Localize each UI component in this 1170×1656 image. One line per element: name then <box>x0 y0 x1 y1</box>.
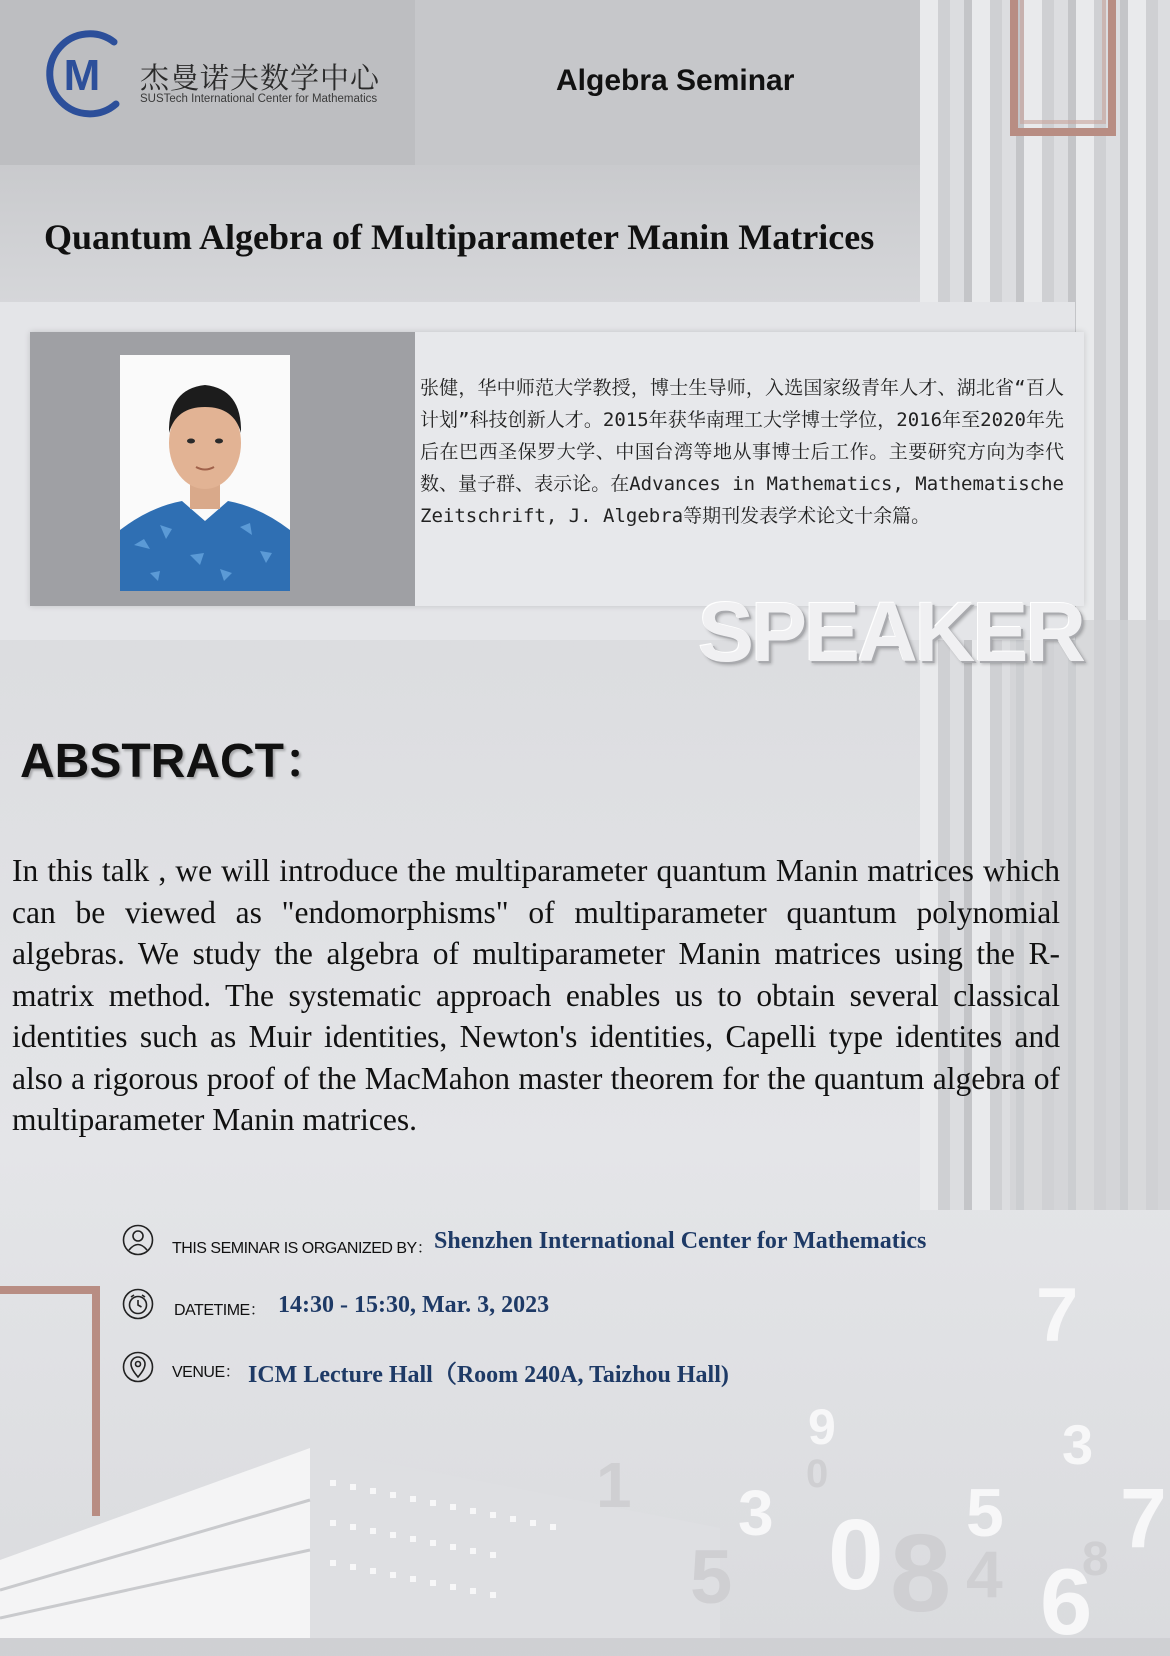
location-pin-icon <box>122 1351 154 1383</box>
decor-number: 0 <box>806 1452 829 1496</box>
talk-title: Quantum Algebra of Multiparameter Manin Matrices <box>44 217 875 257</box>
speaker-portrait-image <box>120 355 290 591</box>
datetime-value: 14:30 - 15:30, Mar. 3, 2023 <box>278 1292 550 1318</box>
speaker-photo <box>120 355 290 591</box>
logo-letter: M <box>63 51 101 100</box>
decor-number: 5 <box>690 1535 733 1620</box>
copper-frame-top-inner <box>1020 0 1106 124</box>
decor-number: 7 <box>1120 1471 1167 1565</box>
decor-number: 1 <box>596 1449 632 1521</box>
organizer-value: Shenzhen International Center for Mathematics <box>434 1228 927 1254</box>
decor-number: 6 <box>1040 1549 1093 1654</box>
center-name-en: SUSTech International Center for Mathematics <box>140 93 378 105</box>
decor-number: 8 <box>1082 1533 1109 1586</box>
decor-number: 4 <box>966 1537 1003 1611</box>
venue-value: ICM Lecture Hall（Room 240A, Taizhou Hall) <box>248 1362 729 1388</box>
decor-number: 8 <box>890 1512 952 1635</box>
person-icon <box>122 1224 154 1256</box>
decor-number: 5 <box>966 1475 1004 1551</box>
icm-logo <box>36 28 128 120</box>
speaker-watermark: SPEAKER <box>698 585 1084 679</box>
decor-number: 9 <box>808 1399 836 1455</box>
datetime-label: DATETIME： <box>174 1302 266 1319</box>
center-name-cn: 杰曼诺夫数学中心 <box>140 61 381 95</box>
decor-number: 3 <box>738 1477 774 1549</box>
decor-number: 3 <box>1062 1413 1094 1476</box>
decor-number: 0 <box>828 1499 884 1611</box>
venue-label: VENUE： <box>172 1364 241 1381</box>
seminar-series: Algebra Seminar <box>556 64 795 97</box>
abstract-text: In this talk , we will introduce the multiparameter quantum Manin matrices which can be viewed as "endomorphisms" of multiparameter quantum polynomial algebras. We study the algebra of multiparameter Manin matrices using the R-matrix method. The systematic approach enables us to obtain several classical identities such as Muir identities, Newton's identities, Capelli type identites and also a rigorous proof of the MacMahon master theorem for the quantum algebra of multiparameter Manin matrices. <box>12 853 1060 1137</box>
decor-number: 7 <box>1036 1273 1079 1358</box>
abstract-heading: ABSTRACT： <box>20 735 332 788</box>
clock-icon <box>122 1288 154 1320</box>
organizer-label: THIS SEMINAR IS ORGANIZED BY： <box>172 1240 433 1257</box>
speaker-bio: 张健，华中师范大学教授，博士生导师，入选国家级青年人才、湖北省“百人计划”科技创新人才。2015年获华南理工大学博士学位，2016年至2020年先后在巴西圣保罗大学、中国台湾等地从事博士后工作。主要研究方向为李代数、量子群、表示论。在Advances in Mathematics, Mathematische Zeitschrift, J. Algebra等期刊发表学术论文十余篇。 <box>420 377 1064 527</box>
